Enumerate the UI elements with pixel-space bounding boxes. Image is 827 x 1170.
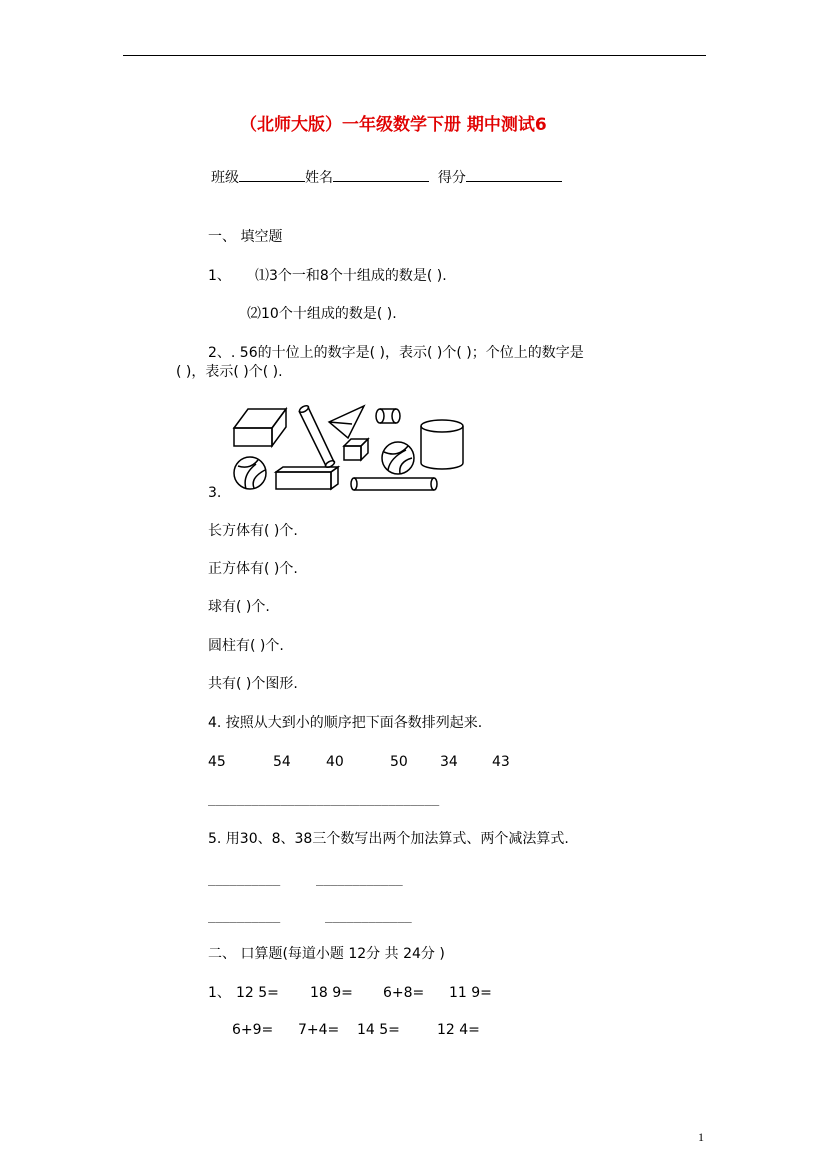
q3-total-count: 共有( )个图形. bbox=[208, 676, 298, 692]
q3-sphere-count: 球有( )个. bbox=[208, 599, 270, 615]
oral-item: 6+9= bbox=[232, 1022, 274, 1038]
oral-item: 7+4= bbox=[298, 1022, 340, 1038]
big-cylinder-shape bbox=[421, 420, 463, 469]
geometric-shapes-figure bbox=[228, 400, 468, 496]
q4-number-3: 40 bbox=[326, 754, 344, 770]
section1-heading: 一、 填空题 bbox=[208, 229, 283, 245]
q1-number: 1、 bbox=[208, 268, 231, 284]
q4-number-6: 43 bbox=[492, 754, 510, 770]
page-number: 1 bbox=[698, 1130, 704, 1144]
oral-item: 12 5= bbox=[236, 985, 279, 1001]
q4-number-4: 50 bbox=[390, 754, 408, 770]
cube-shape bbox=[344, 439, 368, 460]
oral-item: 14 5= bbox=[357, 1022, 400, 1038]
sphere-shape-1 bbox=[234, 457, 266, 489]
q2-line2: ( )，表示( )个( ). bbox=[176, 364, 283, 380]
oral-number: 1、 bbox=[208, 985, 231, 1001]
q1-part1: ⑴3个一和8个十组成的数是( ). bbox=[255, 268, 447, 284]
sphere-shape-2 bbox=[382, 442, 414, 474]
q3-cuboid-count: 长方体有( )个. bbox=[208, 523, 298, 539]
triangle-shape bbox=[329, 406, 364, 438]
header-rule bbox=[123, 55, 706, 56]
q5-subtraction-2-line[interactable]: ____________ bbox=[325, 909, 412, 923]
q4-text: 4. 按照从大到小的顺序把下面各数排列起来. bbox=[208, 715, 483, 731]
q3-cylinder-count: 圆柱有( )个. bbox=[208, 638, 284, 654]
class-blank[interactable] bbox=[239, 167, 305, 182]
q4-number-2: 54 bbox=[273, 754, 291, 770]
q5-text: 5. 用30、8、38三个数写出两个加法算式、两个减法算式. bbox=[208, 831, 569, 847]
q5-addition-1-line[interactable]: __________ bbox=[208, 872, 281, 886]
score-blank[interactable] bbox=[466, 167, 562, 182]
q5-addition-2-line[interactable]: ____________ bbox=[316, 872, 403, 886]
section2-heading: 二、 口算题(每道小题 12分 共 24分 ) bbox=[208, 946, 445, 962]
q1-part2: ⑵10个十组成的数是( ). bbox=[247, 306, 397, 322]
long-cylinder-shape bbox=[351, 478, 437, 490]
oral-item: 6+8= bbox=[383, 985, 425, 1001]
name-label: 姓名 bbox=[305, 170, 333, 186]
document-title: （北师大版）一年级数学下册 期中测试6 bbox=[240, 115, 547, 135]
score-label: 得分 bbox=[437, 170, 466, 186]
q3-number: 3. bbox=[208, 485, 222, 501]
q5-subtraction-1-line[interactable]: __________ bbox=[208, 909, 281, 923]
q4-answer-line[interactable]: ________________________________ bbox=[208, 792, 440, 806]
tube-shape-1 bbox=[298, 404, 335, 468]
name-blank[interactable] bbox=[333, 167, 429, 182]
cuboid-shape-1 bbox=[234, 409, 286, 446]
small-cylinder-shape bbox=[376, 409, 400, 423]
q4-number-5: 34 bbox=[440, 754, 458, 770]
q3-cube-count: 正方体有( )个. bbox=[208, 561, 298, 577]
q2-line1: 2、. 56的十位上的数字是( )，表示( )个( )；个位上的数字是 bbox=[208, 345, 584, 361]
q4-number-1: 45 bbox=[208, 754, 226, 770]
oral-item: 12 4= bbox=[437, 1022, 480, 1038]
student-info-line bbox=[211, 167, 562, 187]
oral-item: 18 9= bbox=[310, 985, 353, 1001]
class-label: 班级 bbox=[211, 170, 239, 186]
cuboid-shape-2 bbox=[276, 467, 338, 489]
oral-item: 11 9= bbox=[449, 985, 492, 1001]
